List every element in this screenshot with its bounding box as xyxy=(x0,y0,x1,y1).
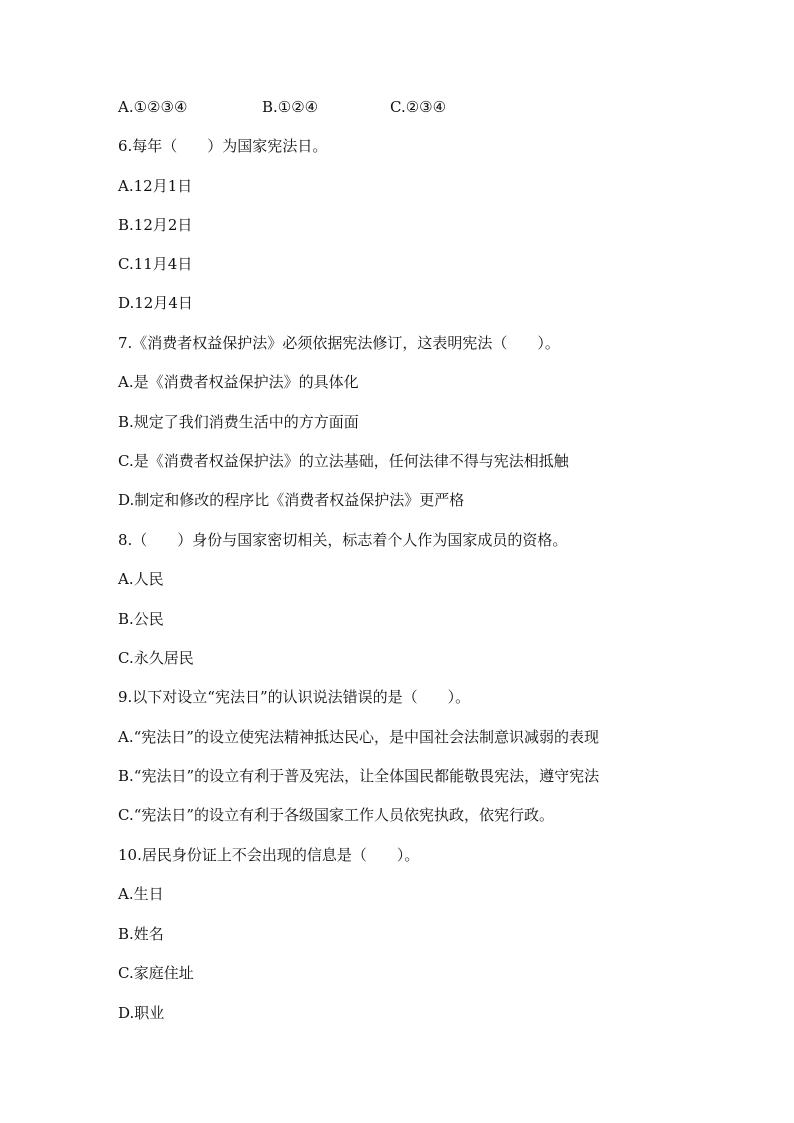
q8-option-b: B.公民 xyxy=(118,610,164,628)
q7-option-a: A.是《消费者权益保护法》的具体化 xyxy=(118,373,359,391)
q8-option-c: C.永久居民 xyxy=(118,649,194,667)
q9-stem: 9.以下对设立“宪法日”的认识说法错误的是（ ）。 xyxy=(118,688,471,706)
q7-option-c: C.是《消费者权益保护法》的立法基础，任何法律不得与宪法相抵触 xyxy=(118,452,569,470)
q10-option-d: D.职业 xyxy=(118,1004,165,1022)
q6-option-c: C.11月4日 xyxy=(118,255,193,273)
q8-option-a: A.人民 xyxy=(118,570,164,588)
q7-stem: 7.《消费者权益保护法》必须依据宪法修订，这表明宪法（ ）。 xyxy=(118,334,560,352)
q10-option-c: C.家庭住址 xyxy=(118,964,194,982)
q5-option-b: B.①②④ xyxy=(262,98,319,116)
q5-option-a: A.①②③④ xyxy=(118,98,188,116)
q7-option-d: D.制定和修改的程序比《消费者权益保护法》更严格 xyxy=(118,491,465,509)
q8-stem: 8.（ ）身份与国家密切相关，标志着个人作为国家成员的资格。 xyxy=(118,531,568,549)
q6-option-b: B.12月2日 xyxy=(118,216,193,234)
q9-option-c: C.“宪法日”的设立有利于各级国家工作人员依宪执政，依宪行政。 xyxy=(118,806,555,824)
q7-option-b: B.规定了我们消费生活中的方方面面 xyxy=(118,413,359,431)
q10-option-a: A.生日 xyxy=(118,885,164,903)
q5-options-row xyxy=(118,97,538,117)
q5-option-c: C.②③④ xyxy=(390,98,447,116)
q6-option-d: D.12月4日 xyxy=(118,294,193,312)
q6-option-a: A.12月1日 xyxy=(118,177,193,195)
q6-stem: 6.每年（ ）为国家宪法日。 xyxy=(118,137,328,155)
q9-option-a: A.“宪法日”的设立使宪法精神抵达民心，是中国社会法制意识减弱的表现 xyxy=(118,728,599,746)
q10-stem: 10.居民身份证上不会出现的信息是（ ）。 xyxy=(118,846,420,864)
q10-option-b: B.姓名 xyxy=(118,925,164,943)
q9-option-b: B.“宪法日”的设立有利于普及宪法，让全体国民都能敬畏宪法，遵守宪法 xyxy=(118,767,600,785)
